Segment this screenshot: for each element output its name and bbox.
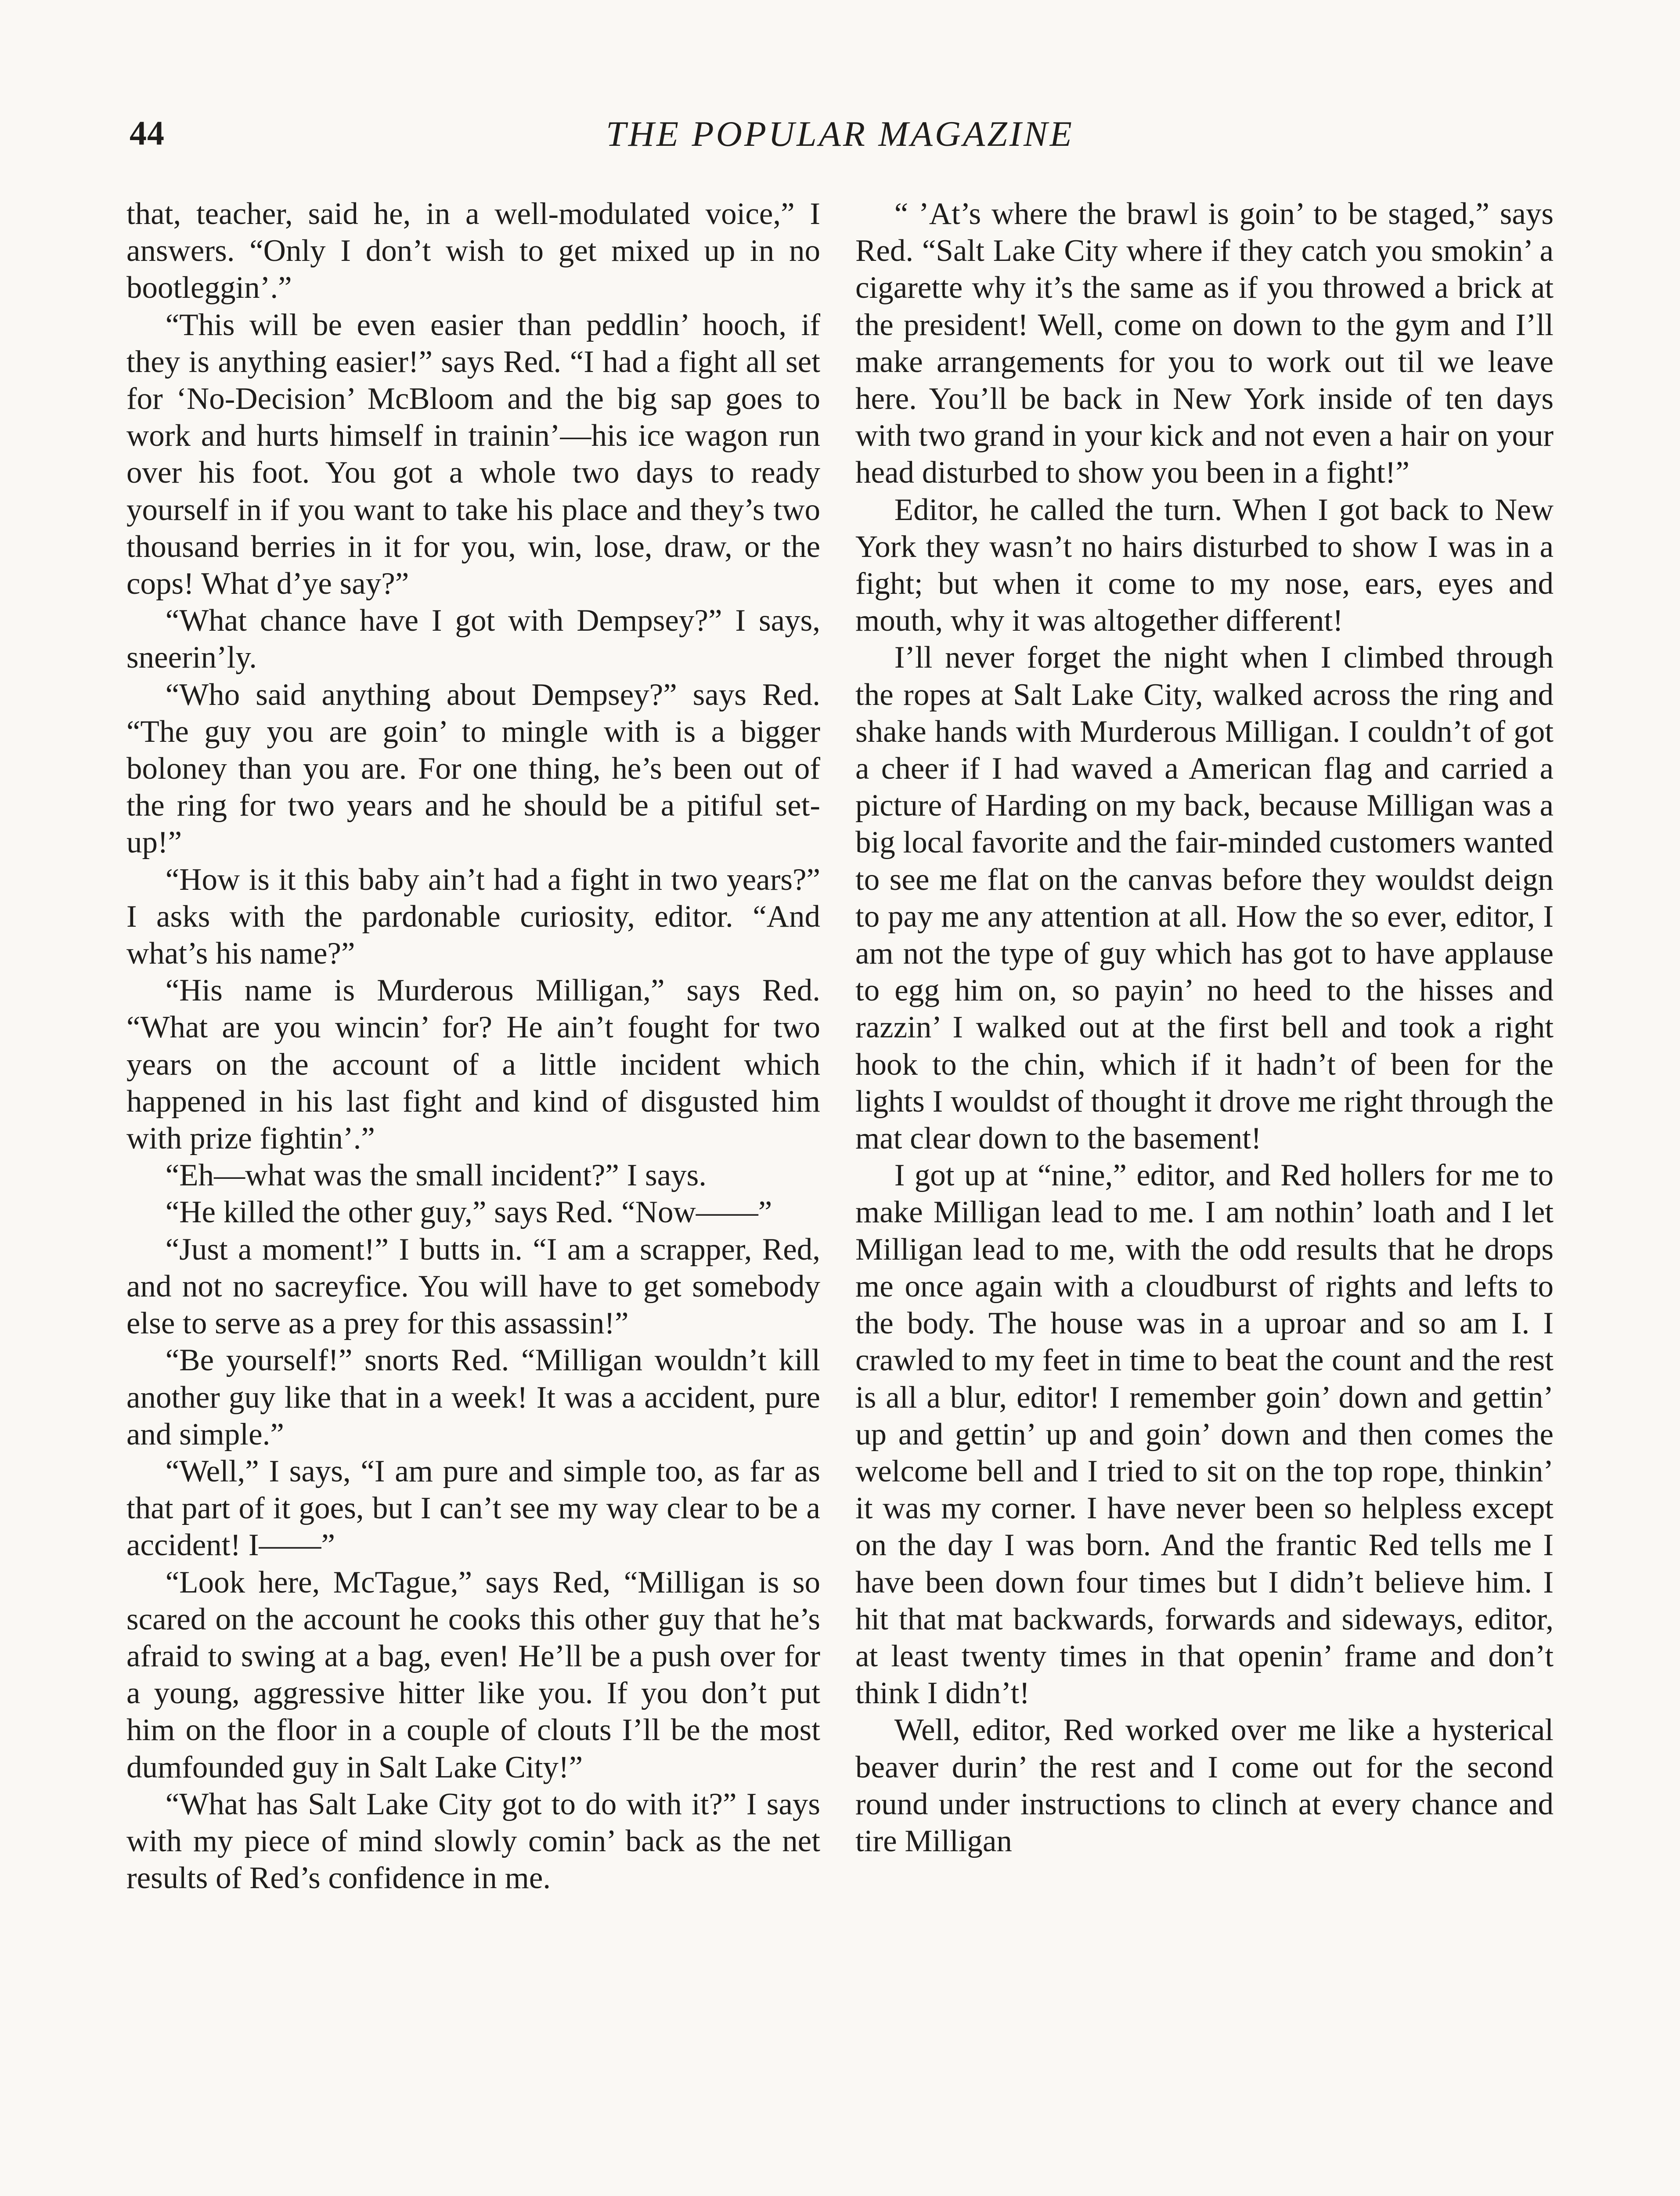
paragraph: “This will be even easier than peddlin’ hooch, if they is anything easier!” says Red. “I had a fight all set for ‘No-Decision’ McBloom and the big sap goes to work and hurts himself in trainin’—his ice wagon run over his foot. You got a whole two days to ready yourself in if you want to take his place and they’s two thousand berries in it for you, win, lose, draw, or the cops! What d’ye say?” (126, 307, 820, 601)
paragraph: “How is it this baby ain’t had a fight in two years?” I asks with the pardonable curiosity, editor. “And what’s his name?” (126, 862, 820, 971)
paragraph: Well, editor, Red worked over me like a hysterical beaver durin’ the rest and I come out for the second round under instructions to clinch at every chance and tire Milligan (855, 1713, 1554, 1858)
paragraph: Editor, he called the turn. When I got back to New York they wasn’t no hairs disturbed to show I was in a fight; but when it come to my nose, ears, eyes and mouth, why it was altogether different! (855, 492, 1554, 638)
paragraph: “Look here, McTague,” says Red, “Milligan is so scared on the account he cooks this other guy that he’s afraid to swing at a bag, even! He’ll be a push over for a young, aggressive hitter like you. If you don’t put him on the floor in a couple of clouts I’ll be the most dumfounded guy in Salt Lake City!” (126, 1565, 820, 1784)
left-column (126, 195, 820, 1896)
paragraph: “Who said anything about Dempsey?” says Red. “The guy you are goin’ to mingle with is a bigger boloney than you are. For one thing, he’s been out of the ring for two years and he should be a pitiful set-up!” (126, 677, 820, 860)
running-head: THE POPULAR MAGAZINE (606, 114, 1074, 154)
paragraph: “ ’At’s where the brawl is goin’ to be staged,” says Red. “Salt Lake City where if they catch you smokin’ a cigarette why it’s the same as if you throwed a brick at the president! Well, come on down to the gym and I’ll make arrangements for you to work out til we leave here. You’ll be back in New York inside of ten days with two grand in your kick and not even a hair on your head disturbed to show you been in a fight!” (855, 197, 1554, 490)
paragraph: “What has Salt Lake City got to do with it?” I says with my piece of mind slowly comin’ back as the net results of Red’s confidence in me. (126, 1787, 820, 1896)
paragraph: “He killed the other guy,” says Red. “Now——” (165, 1195, 772, 1230)
paragraph: that, teacher, said he, in a well-modulated voice,” I answers. “Only I don’t wish to get mixed up in no bootleggin’.” (126, 197, 820, 305)
paragraph: “His name is Murderous Milligan,” says Red. “What are you wincin’ for? He ain’t fought for two years on the account of a little incident which happened in his last fight and kind of disgusted him with prize fightin’.” (126, 973, 820, 1156)
page-number: 44 (130, 114, 165, 152)
paragraph: “Just a moment!” I butts in. “I am a scrapper, Red, and not no sacreyfice. You will have to get somebody else to serve as a prey for this assassin!” (126, 1232, 820, 1341)
right-column (855, 195, 1554, 1860)
paragraph: “Be yourself!” snorts Red. “Milligan wouldn’t kill another guy like that in a week! It was a accident, pure and simple.” (126, 1343, 820, 1452)
paragraph: “What chance have I got with Dempsey?” I says, sneerin’ly. (126, 603, 820, 675)
paragraph: I’ll never forget the night when I climbed through the ropes at Salt Lake City, walked across the ring and shake hands with Murderous Milligan. I couldn’t of got a cheer if I had waved a American flag and carried a picture of Harding on my back, because Milligan was a big local favorite and the fair-minded customers wanted to see me flat on the canvas before they wouldst deign to pay me any attention at all. How the so ever, editor, I am not the type of guy which has got to have applause to egg him on, so payin’ no heed to the hisses and razzin’ I walked out at the first bell and took a right hook to the chin, which if it hadn’t of been for the lights I wouldst of thought it drove me right through the mat clear down to the basement! (855, 640, 1554, 1156)
paragraph: I got up at “nine,” editor, and Red hollers for me to make Milligan lead to me. I am nothin’ loath and I let Milligan lead to me, with the odd results that he drops me once again with a cloudburst of rights and lefts to the body. The house was in a uproar and so am I. I crawled to my feet in time to beat the count and the rest is all a blur, editor! I remember goin’ down and gettin’ up and gettin’ up and goin’ down and then comes the welcome bell and I tried to sit on the top rope, thinkin’ it was my corner. I have never been so helpless except on the day I was born. And the frantic Red tells me I have been down four times but I didn’t believe him. I hit that mat backwards, forwards and sideways, editor, at least twenty times in that openin’ frame and don’t think I didn’t! (855, 1158, 1554, 1711)
paragraph: “Well,” I says, “I am pure and simple too, as far as that part of it goes, but I can’t see my way clear to be a accident! I——” (126, 1454, 820, 1563)
paragraph: “Eh—what was the small incident?” I says. (165, 1158, 707, 1193)
